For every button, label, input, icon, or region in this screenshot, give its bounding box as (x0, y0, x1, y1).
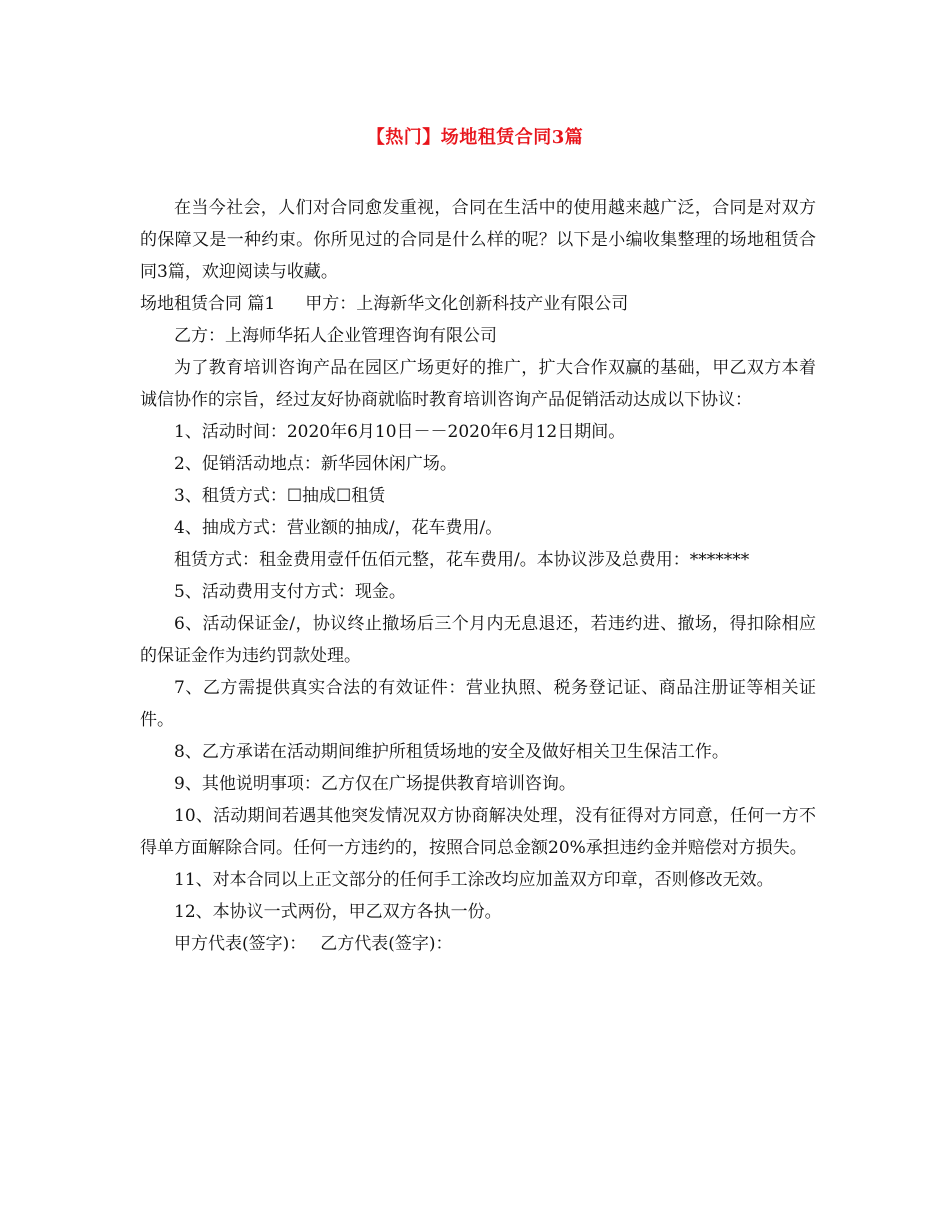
party-a: 甲方：上海新华文化创新科技产业有限公司 (305, 294, 629, 314)
intro-paragraph: 在当今社会，人们对合同愈发重视，合同在生活中的使用越来越广泛，合同是对双方的保障又是一种约束。你所见过的合同是什么样的呢？以下是小编收集整理的场地租赁合同3篇，欢迎阅读与收藏。 (140, 198, 816, 282)
preamble-paragraph: 为了教育培训咨询产品在园区广场更好的推广，扩大合作双赢的基础，甲乙双方本着诚信协作的宗旨，经过友好协商就临时教育培训咨询产品促销活动达成以下协议： (140, 358, 816, 410)
clause-12: 12、本协议一式两份，甲乙双方各执一份。 (174, 902, 502, 922)
contract-heading-line (140, 288, 816, 320)
clause-1: 1、活动时间：2020年6月10日－－2020年6月12日期间。 (174, 422, 626, 442)
clause-5: 5、活动费用支付方式：现金。 (174, 582, 406, 602)
signature-party-b: 乙方代表(签字)： (320, 934, 453, 954)
clause-8: 8、乙方承诺在活动期间维护所租赁场地的安全及做好相关卫生保洁工作。 (174, 742, 729, 762)
signature-party-a: 甲方代表(签字)： (174, 934, 307, 954)
clause-6: 6、活动保证金/，协议终止撤场后三个月内无息退还，若违约进、撤场，得扣除相应的保证金作为违约罚款处理。 (140, 614, 816, 666)
clause-3: 3、租赁方式：☐抽成☐租赁 (174, 486, 386, 506)
clause-2: 2、促销活动地点：新华园休闲广场。 (174, 454, 457, 474)
clause-4: 4、抽成方式：营业额的抽成/，花车费用/。 (174, 518, 503, 538)
clause-rent-terms: 租赁方式：租金费用壹仟伍佰元整，花车费用/。本协议涉及总费用：******* (174, 550, 750, 570)
contract-heading-label: 场地租赁合同 篇1 (140, 294, 276, 314)
document-title: 【热门】场地租赁合同3篇 (366, 127, 584, 148)
clause-11: 11、对本合同以上正文部分的任何手工涂改均应加盖双方印章，否则修改无效。 (174, 870, 774, 890)
party-b: 乙方：上海师华拓人企业管理咨询有限公司 (174, 326, 497, 346)
document-body (140, 192, 816, 960)
clause-7: 7、乙方需提供真实合法的有效证件：营业执照、税务登记证、商品注册证等相关证件。 (140, 678, 816, 730)
clause-9: 9、其他说明事项：乙方仅在广场提供教育培训咨询。 (174, 774, 576, 794)
signature-line (140, 928, 816, 960)
clause-10: 10、活动期间若遇其他突发情况双方协商解决处理，没有征得对方同意，任何一方不得单方面解除合同。任何一方违约的，按照合同总金额20%承担违约金并赔偿对方损失。 (140, 806, 816, 858)
